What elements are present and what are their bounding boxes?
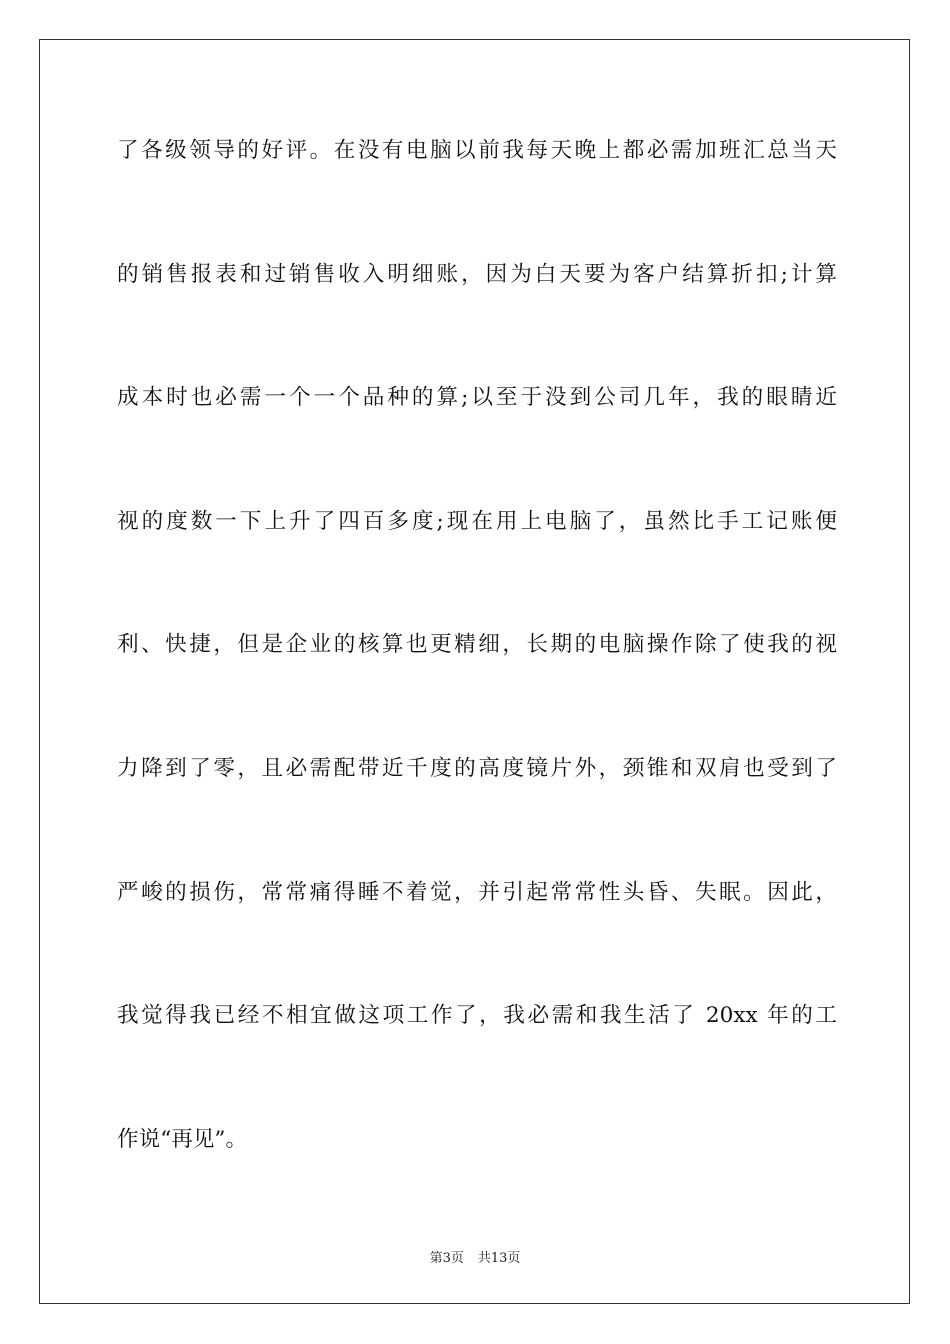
body-line-6: 力降到了零，且必需配带近千度的高度镜片外，颈锥和双肩也受到了 — [117, 755, 837, 781]
total-pages: 共13页 — [477, 1251, 521, 1266]
body-line-2: 的销售报表和过销售收入明细账，因为白天要为客户结算折扣;计算 — [117, 261, 837, 287]
body-line-7: 严峻的损伤，常常痛得睡不着觉，并引起常常性头昏、失眠。因此， — [117, 879, 837, 905]
body-line-3: 成本时也必需一个一个品种的算;以至于没到公司几年，我的眼睛近 — [117, 385, 837, 411]
body-line-5: 利、快捷，但是企业的核算也更精细，长期的电脑操作除了使我的视 — [117, 632, 837, 658]
body-line-8: 我觉得我已经不相宜做这项工作了，我必需和我生活了 20xx 年的工 — [117, 1003, 837, 1029]
page-number: 第3页 — [429, 1251, 464, 1266]
body-line-9: 作说“再见”。 — [117, 1126, 248, 1152]
body-line-1: 了各级领导的好评。在没有电脑以前我每天晚上都必需加班汇总当天 — [117, 138, 837, 163]
page-footer — [0, 1247, 950, 1266]
body-line-4: 视的度数一下上升了四百多度;现在用上电脑了，虽然比手工记账便 — [117, 508, 837, 534]
document-body — [117, 126, 837, 1238]
